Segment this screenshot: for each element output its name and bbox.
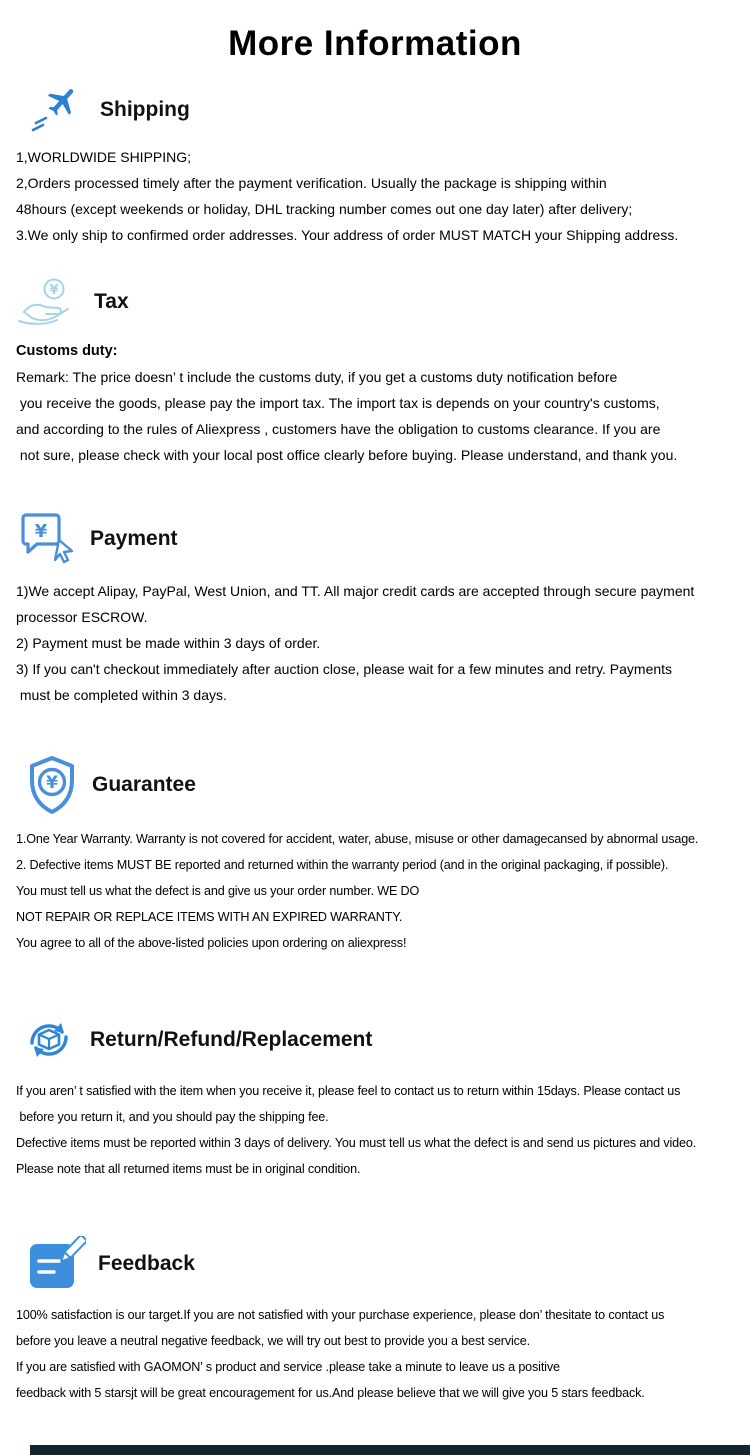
section-body-payment [0, 578, 750, 708]
section-heading-shipping: Shipping [100, 98, 190, 121]
section-header-guarantee [0, 754, 750, 816]
section-heading-return: Return/Refund/Replacement [90, 1028, 373, 1051]
body-text-line: Defective items must be reported within 3 days of delivery. You must tell us what the defect is and send us pictures and video. [16, 1136, 697, 1150]
section-header-tax [0, 276, 750, 328]
tax-subheading: Customs duty: [16, 343, 118, 359]
body-text-line: processor ESCROW. [16, 609, 148, 625]
body-text-line: 48hours (except weekends or holiday, DHL tracking number comes out one day later) after delivery; [16, 201, 633, 217]
section-guarantee [0, 754, 750, 956]
body-text-line: you receive the goods, please pay the import tax. The import tax is depends on your country's customs, [16, 395, 660, 411]
body-text-line: 1.One Year Warranty. Warranty is not covered for accident, water, abuse, misuse or other damagecansed by abnormal usage. [16, 832, 699, 846]
section-feedback [0, 1236, 750, 1406]
page-title: More Information [228, 24, 522, 63]
body-text-line: feedback with 5 starsjt will be great encouragement for us.And please believe that we will give you 5 stars feedback. [16, 1386, 645, 1400]
body-text-line: 3) If you can't checkout immediately after auction close, please wait for a few minutes and retry. Payments [16, 661, 673, 677]
section-return [0, 1012, 750, 1182]
body-text-line: 100% satisfaction is our target.If you are not satisfied with your purchase experience, please don’ thesitate to contact us [16, 1308, 665, 1322]
section-body-guarantee [0, 826, 750, 956]
guarantee-shield-yen-icon [24, 754, 80, 816]
svg-text:¥: ¥ [49, 283, 59, 298]
body-text-line: You agree to all of the above-listed policies upon ordering on aliexpress! [16, 936, 407, 950]
payment-card-yen-icon [18, 510, 78, 568]
section-payment [0, 510, 750, 708]
body-text-line: If you aren’ t satisfied with the item when you receive it, please feel to contact us to return within 15days. Please contact us [16, 1084, 681, 1098]
body-text-line: and according to the rules of Aliexpress , customers have the obligation to customs clearance. If you are [16, 421, 661, 437]
svg-text:¥: ¥ [46, 773, 58, 793]
section-shipping [0, 86, 750, 248]
tax-hand-coin-icon [16, 276, 82, 328]
body-text-line: before you leave a neutral negative feedback, we will try out best to provide you a best service. [16, 1334, 530, 1348]
return-arrows-box-icon [20, 1012, 78, 1068]
body-text-line: must be completed within 3 days. [16, 687, 227, 703]
body-text-line: not sure, please check with your local post office clearly before buying. Please understand, and thank you. [16, 447, 678, 463]
section-header-feedback [0, 1236, 750, 1292]
body-text-line: 1,WORLDWIDE SHIPPING; [16, 149, 192, 165]
footer-divider-bar [30, 1445, 750, 1455]
body-text-line: 2. Defective items MUST BE reported and returned within the warranty period (and in the original packaging, if possible). [16, 858, 669, 872]
section-heading-guarantee: Guarantee [92, 773, 196, 796]
svg-text:¥: ¥ [34, 521, 48, 542]
section-body-tax [0, 338, 750, 468]
shipping-plane-icon [30, 86, 88, 134]
section-body-shipping [0, 144, 750, 248]
section-heading-payment: Payment [90, 527, 178, 550]
section-heading-feedback: Feedback [98, 1252, 195, 1275]
body-text-line: 3.We only ship to confirmed order addresses. Your address of order MUST MATCH your Shipping address. [16, 227, 679, 243]
section-header-payment [0, 510, 750, 568]
body-text-line: 2) Payment must be made within 3 days of order. [16, 635, 321, 651]
body-text-line: 1)We accept Alipay, PayPal, West Union, and TT. All major credit cards are accepted through secure payment [16, 583, 695, 599]
section-body-feedback [0, 1302, 750, 1406]
section-heading-tax: Tax [94, 290, 129, 313]
section-tax [0, 276, 750, 468]
body-text-line: Remark: The price doesn’ t include the customs duty, if you get a customs duty notification before [16, 369, 618, 385]
body-text-line: Please note that all returned items must be in original condition. [16, 1162, 361, 1176]
body-text-line: If you are satisfied with GAOMON’ s product and service .please take a minute to leave us a positive [16, 1360, 560, 1374]
body-text-line: before you return it, and you should pay the shipping fee. [16, 1110, 329, 1124]
body-text-line: You must tell us what the defect is and give us your order number. WE DO [16, 884, 420, 898]
feedback-note-pencil-icon [28, 1236, 86, 1292]
body-text-line: NOT REPAIR OR REPLACE ITEMS WITH AN EXPIRED WARRANTY. [16, 910, 403, 924]
section-header-shipping [0, 86, 750, 134]
body-text-line: 2,Orders processed timely after the payment verification. Usually the package is shipping within [16, 175, 607, 191]
section-header-return [0, 1012, 750, 1068]
section-body-return [0, 1078, 750, 1182]
tax-lines [16, 364, 750, 468]
